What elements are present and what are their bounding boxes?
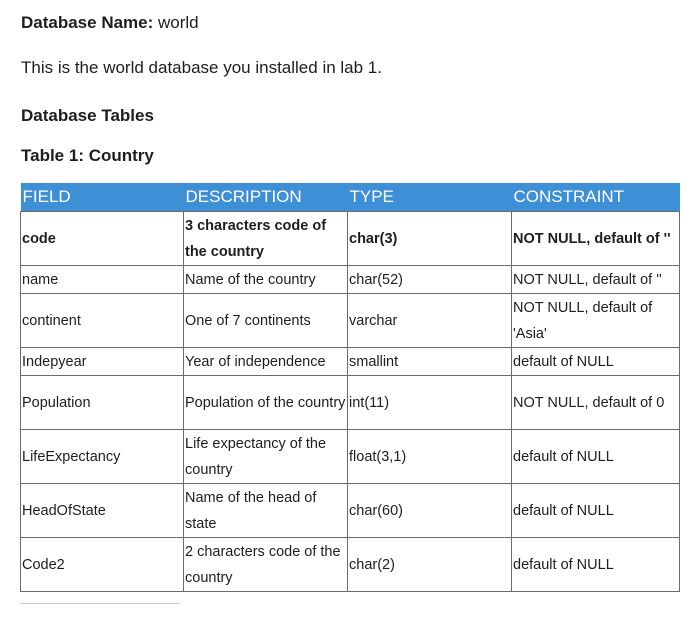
table-row [21,294,680,348]
constraint-cell: NOT NULL, default of 0 [512,376,680,430]
database-name-label: Database Name: [21,13,154,32]
field-cell: LifeExpectancy [21,430,184,484]
constraint-cell: default of NULL [512,348,680,376]
column-header-field: FIELD [21,183,184,212]
database-name-value: world [153,13,199,32]
type-cell: int(11) [348,376,512,430]
column-header-type: TYPE [348,183,512,212]
field-cell: name [21,266,184,294]
constraint-cell: NOT NULL, default of 'Asia' [512,294,680,348]
constraint-cell: default of NULL [512,430,680,484]
type-cell: char(52) [348,266,512,294]
table-row [21,266,680,294]
table-row [21,538,680,592]
country-table [20,183,680,592]
type-cell: varchar [348,294,512,348]
type-cell: smallint [348,348,512,376]
table-row [21,348,680,376]
constraint-cell: default of NULL [512,538,680,592]
description-cell: 3 characters code of the country [184,212,348,266]
header-row [21,183,680,212]
divider [20,603,180,604]
field-cell: HeadOfState [21,484,184,538]
table-row [21,484,680,538]
field-cell: Code2 [21,538,184,592]
constraint-cell: NOT NULL, default of '' [512,266,680,294]
table-row [21,376,680,430]
description-cell: Name of the head of state [184,484,348,538]
description-cell: Name of the country [184,266,348,294]
description-cell: Population of the country [184,376,348,430]
constraint-cell: NOT NULL, default of '' [512,212,680,266]
column-header-description: DESCRIPTION [184,183,348,212]
description-cell: Year of independence [184,348,348,376]
type-cell: char(2) [348,538,512,592]
type-cell: char(60) [348,484,512,538]
section-heading: Database Tables [21,106,154,125]
table-caption: Table 1: Country [21,146,154,165]
column-header-constraint: CONSTRAINT [512,183,680,212]
table-header [21,183,680,212]
intro-paragraph: This is the world database you installed in lab 1. [21,58,382,77]
field-cell: code [21,212,184,266]
description-cell: 2 characters code of the country [184,538,348,592]
database-name-line [21,13,199,33]
field-cell: continent [21,294,184,348]
field-cell: Indepyear [21,348,184,376]
field-cell: Population [21,376,184,430]
type-cell: char(3) [348,212,512,266]
description-cell: Life expectancy of the country [184,430,348,484]
description-cell: One of 7 continents [184,294,348,348]
type-cell: float(3,1) [348,430,512,484]
constraint-cell: default of NULL [512,484,680,538]
table-body [21,212,680,592]
table-row [21,430,680,484]
table-row [21,212,680,266]
